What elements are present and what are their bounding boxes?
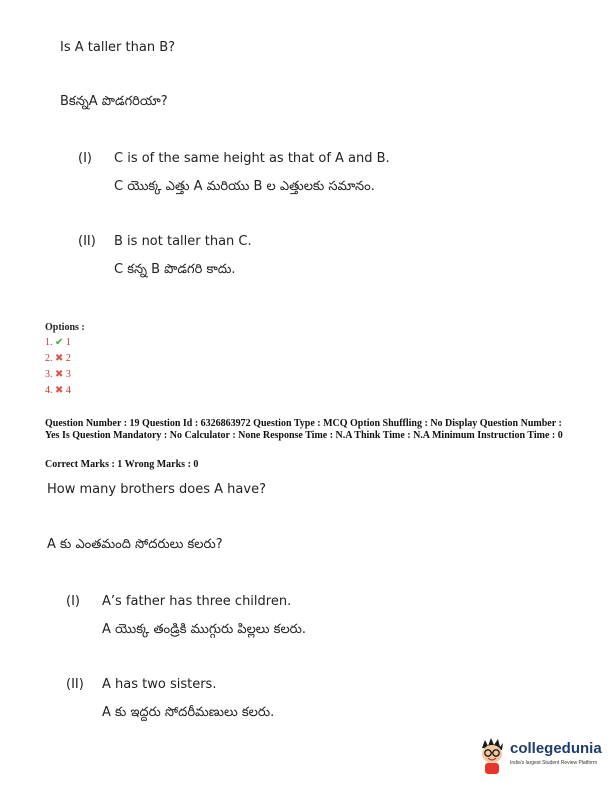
options-label: Options : <box>45 322 85 333</box>
question-en: How many brothers does A have? <box>47 482 266 497</box>
prev-statement-2-en: B is not taller than C. <box>114 234 252 249</box>
option-1-value: 1 <box>65 337 71 348</box>
check-icon: ✔ <box>55 337 64 348</box>
prev-statement-2-te: C కన్న B పొడగరి కాదు. <box>114 262 236 277</box>
statement-2-num: (II) <box>66 677 84 692</box>
collegedunia-logo <box>476 734 604 778</box>
option-2 <box>45 353 71 364</box>
option-1-number: 1. <box>45 337 53 348</box>
option-4 <box>45 385 71 396</box>
option-3 <box>45 369 71 380</box>
logo-name: collegedunia <box>510 740 602 757</box>
cross-icon: ✖ <box>55 369 64 380</box>
question-te: A కు ఎంతమంది సోదరులు కలరు? <box>47 537 223 552</box>
statement-2-en: A has two sisters. <box>102 677 217 692</box>
option-2-number: 2. <box>45 353 53 364</box>
option-1 <box>45 337 71 348</box>
statement-1-en: A’s father has three children. <box>102 594 292 609</box>
question-marks: Correct Marks : 1 Wrong Marks : 0 <box>45 459 199 470</box>
prev-statement-1-en: C is of the same height as that of A and B. <box>114 151 390 166</box>
prev-statement-2-num: (II) <box>78 234 96 249</box>
statement-1-num: (I) <box>66 594 80 609</box>
cross-icon: ✖ <box>55 385 64 396</box>
option-3-value: 3 <box>65 369 71 380</box>
mascot-icon <box>476 736 508 776</box>
option-2-value: 2 <box>65 353 71 364</box>
prev-question-en: Is A taller than B? <box>60 40 176 55</box>
prev-statement-1-num: (I) <box>78 151 92 166</box>
option-4-number: 4. <box>45 385 53 396</box>
question-meta: Question Number : 19 Question Id : 6326863972 Question Type : MCQ Option Shuffling : No Display Question Number : Yes Is Question Mandatory : No Calculator : None Response Time : N.A Think Time : N.A Minimum Instruction Time : 0 <box>45 418 563 441</box>
option-4-value: 4 <box>65 385 71 396</box>
prev-statement-1-te: C యొక్క ఎత్తు A మరియు B ల ఎత్తులకు సమానం. <box>114 179 375 194</box>
statement-1-te: A యొక్క తండ్రికి ముగ్గురు పిల్లలు కలరు. <box>102 622 307 637</box>
logo-tagline: India's largest Student Review Platform <box>510 760 598 766</box>
cross-icon: ✖ <box>55 353 64 364</box>
option-3-number: 3. <box>45 369 53 380</box>
statement-2-te: A కు ఇద్దరు సోదరీమణులు కలరు. <box>102 705 275 720</box>
prev-question-te: Bకన్నA పొడగరియా? <box>60 94 168 109</box>
